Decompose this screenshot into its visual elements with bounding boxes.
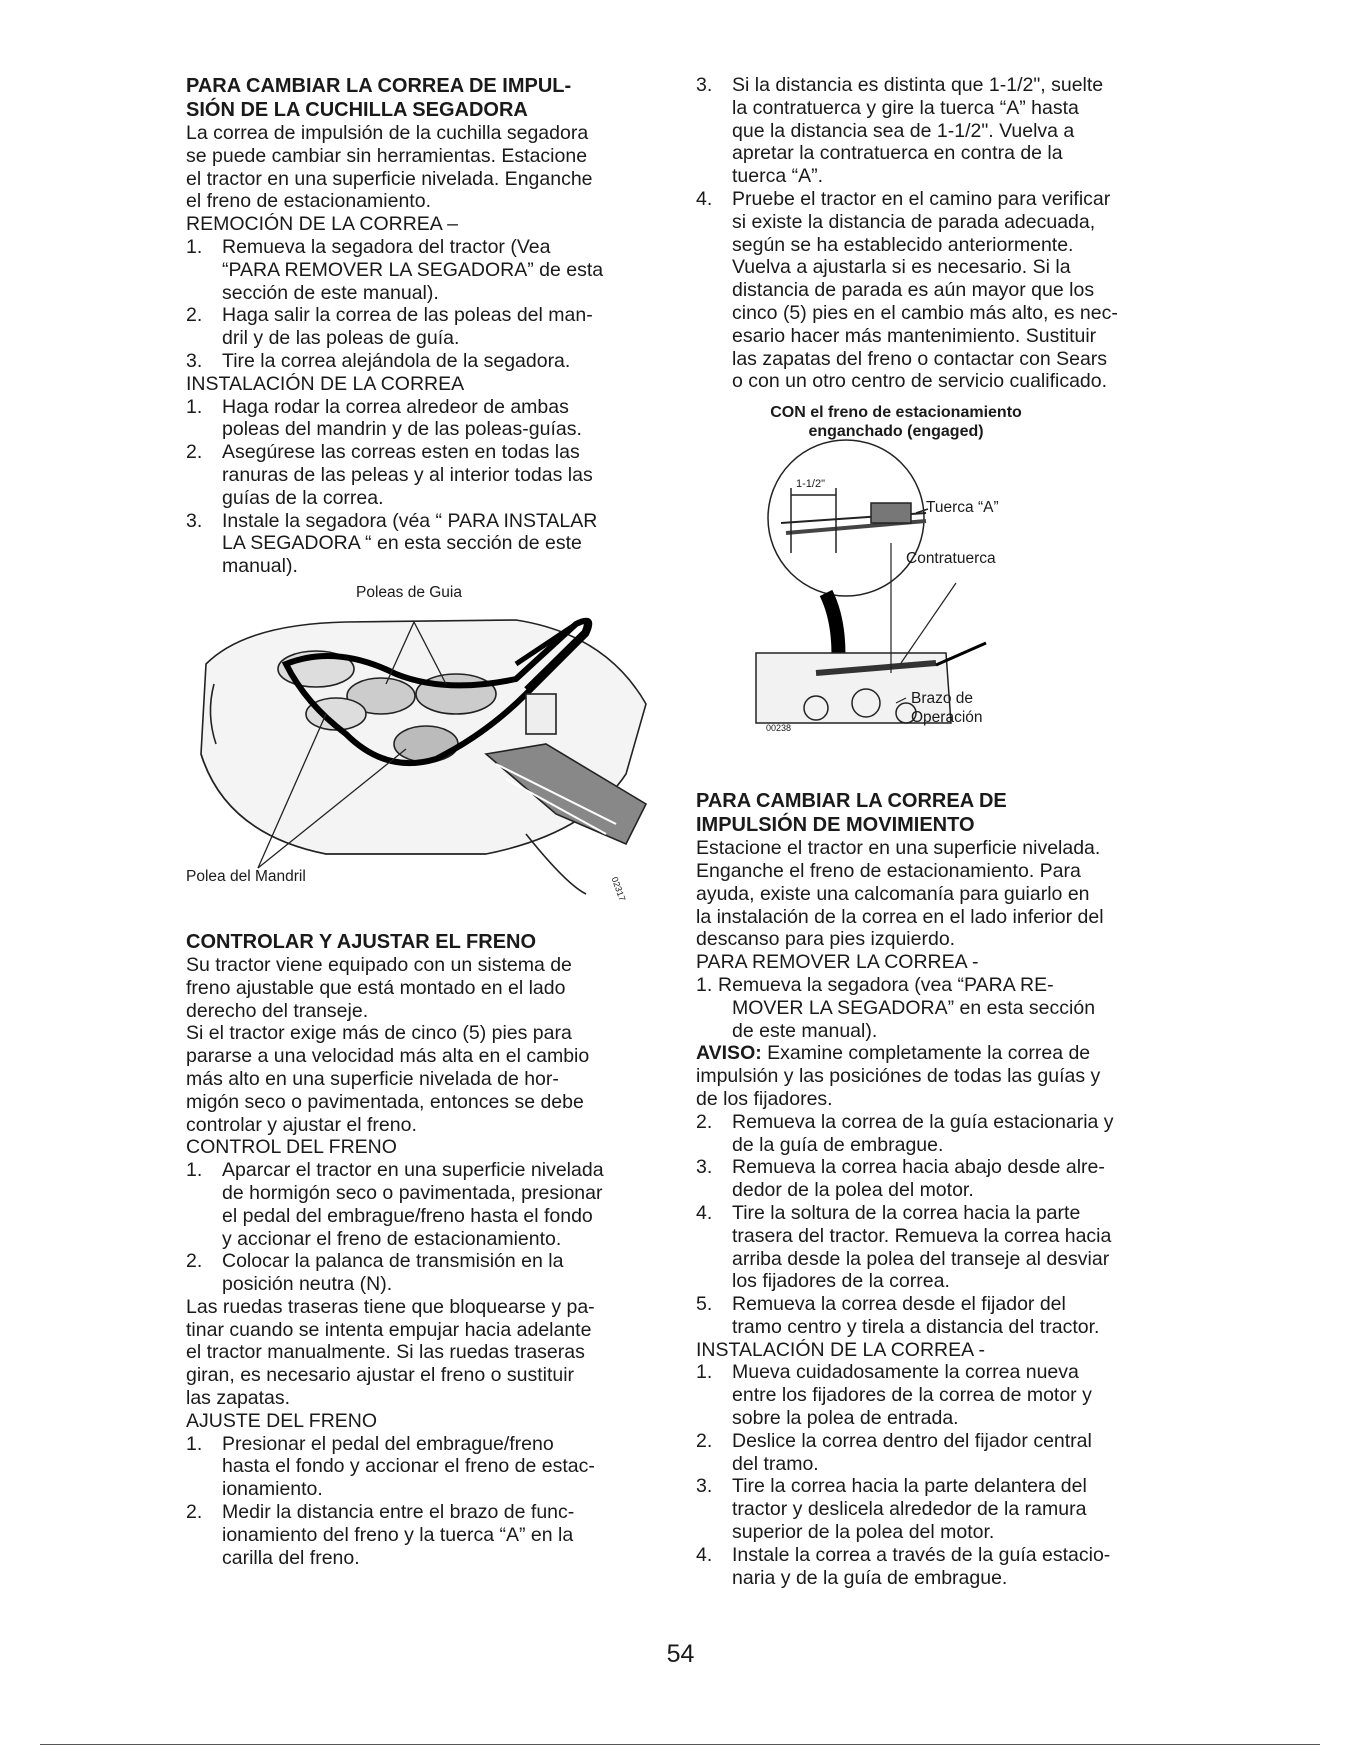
footer-rule [40,1744,1320,1745]
list-item: 3. Tire la correa hacia la parte delantera del tractor y deslicela alrededor de la ramura superior de la polea del motor. [696,1475,1087,1544]
list-item: 3. Instale la segadora (véa “ PARA INSTALAR LA SEGADORA “ en esta sección de este manual). [186,509,598,578]
list-item: 3. Remueva la correa hacia abajo desde alre- dedor de la polea del motor. [696,1156,1105,1202]
heading-blade-belt: PARA CAMBIAR LA CORREA DE IMPUL- SIÓN DE LA CUCHILLA SEGADORA [186,75,572,121]
install-heading: INSTALACIÓN DE LA CORREA [186,372,465,395]
list-item: 2. Medir la distancia entre el brazo de func- ionamiento del freno y la tuerca “A” en la carilla del freno. [186,1501,575,1569]
heading-motion-belt: PARA CAMBIAR LA CORREA DE IMPULSIÓN DE MOVIMIENTO [696,790,1007,837]
list-item: 5. Remueva la correa desde el fijador del tramo centro y tirela a distancia del tractor. [696,1293,1100,1338]
list-item: 2. Haga salir la correa de las poleas del man- dril y de las poleas de guía. [186,304,593,350]
left-column [186,74,666,1569]
list-item: 2. Deslice la correa dentro del fijador central del tramo. [696,1429,1092,1475]
fig2-label-nut: Tuerca “A” [926,499,999,517]
mower-deck-illustration [186,584,666,914]
fig1-label-top: Poleas de Guia [356,583,462,601]
list-item: 2. Colocar la palanca de transmisión en la posición neutra (N). [186,1250,564,1296]
removal-heading: REMOCIÓN DE LA CORREA – [186,213,458,236]
remove-heading: PARA REMOVER LA CORREA - [696,951,979,974]
list-item: 3. Tire la correa alejándola de la segadora. [186,349,571,372]
list-item: 1. Remueva la segadora (vea “PARA RE- MOVER LA SEGADORA” en esta sección de este manual). [696,973,1096,1042]
list-item: 4. Pruebe el tractor en el camino para verificar si existe la distancia de parada adecuada, según se ha establecido anteriormente. Vuelva a ajustarla si es necesario. Si la distancia de parada es aún mayor que los cinco (5) pies en el cambio más alto, es nec- esario hacer más mantenimiento. Sustituir las zapatas del freno o contactar con Sears o con un otro centro de servicio cualificado. [696,187,1118,393]
list-item: 2. Asegúrese las correas esten en todas las ranuras de las peleas y al interior todas las guías de la correa. [186,441,593,509]
heading-brake: CONTROLAR Y AJUSTAR EL FRENO [186,930,537,953]
list-item: 3. Si la distancia es distinta que 1-1/2", suelte la contratuerca y gire la tuerca “A” hasta que la distancia sea de 1-1/2". Vuelva a apretar la contratuerca en contra de la tuerca “A”. [696,74,1104,188]
aviso-label: AVISO: [696,1042,762,1065]
right-column [696,74,1181,1589]
fig2-code: 00238 [766,723,792,734]
list-item: 1. Aparcar el tractor en una superficie nivelada de hormigón seco o pavimentada, presionar el pedal del embrague/freno hasta el fondo y accionar el freno de estacionamiento. [186,1159,604,1250]
install-heading-motion: INSTALACIÓN DE LA CORREA - [696,1338,985,1361]
list-item: 2. Remueva la correa de la guía estacionaria y de la guía de embrague. [696,1110,1114,1156]
list-item: 1. Mueva cuidadosamente la correa nueva entre los fijadores de la correa de motor y sobre la polea de entrada. [696,1361,1092,1430]
adjust-heading: AJUSTE DEL FRENO [186,1409,378,1432]
intro-blade-belt: La correa de impulsión de la cuchilla segadora se puede cambiar sin herramientas. Estacione el tractor en una superficie nivelada. Enganche el freno de estacionamiento. [186,122,593,213]
brake-figure [696,403,1181,783]
fig1-code: 02317 [609,875,628,903]
fig2-label-arm: Brazo de Operación [911,690,983,727]
aviso-note: AVISO: Examine completamente la correa de impulsión y las posiciónes de todas las guías y de los fijadores. [696,1042,1101,1110]
brake-paragraph-1: Su tractor viene equipado con un sistema de freno ajustable que está montado en el lado derecho del transeje. [186,953,572,1022]
mower-deck-figure [186,584,666,914]
motion-intro: Estacione el tractor en una superficie nivelada. Enganche el freno de estacionamiento. Para ayuda, existe una calcomanía para guiarlo en la instalación de la correa en el lado inferior del descanso para pies izquierdo. [696,837,1104,951]
list-item: 1. Presionar el pedal del embrague/freno hasta el fondo y accionar el freno de estac- ionamiento. [186,1432,595,1501]
list-item: 4. Tire la soltura de la correa hacia la parte trasera del tractor. Remueva la correa hacia arriba desde la polea del transeje al desviar los fijadores de la correa. [696,1201,1112,1293]
wheels-paragraph: Las ruedas traseras tiene que bloquearse y pa- tinar cuando se intenta empujar hacia adelante el tractor manualmente. Si las ruedas traseras giran, es necesario ajustar el freno o sustituir las zapatas. [186,1295,595,1410]
fig1-label-bottom: Polea del Mandril [186,867,306,885]
list-item: 1. Remueva la segadora del tractor (Vea “PARA REMOVER LA SEGADORA” de esta sección de este manual). [186,235,604,304]
fig2-label-locknut: Contratuerca [906,550,996,568]
fig2-caption: CON el freno de estacionamiento enganchado (engaged) [770,404,1022,441]
control-heading: CONTROL DEL FRENO [186,1136,397,1159]
page-number: 54 [666,1640,695,1668]
fig2-dimension: 1-1/2" [796,478,825,491]
brake-paragraph-2: Si el tractor exige más de cinco (5) pies para pararse a una velocidad más alta en el cambio más alto en una superficie nivelada de hor- migón seco o pavimentada, entonces se debe controlar y ajustar el freno. [186,1022,590,1136]
list-item: 1. Haga rodar la correa alredeor de ambas poleas del mandrin y de las poleas-guías. [186,395,582,441]
list-item: 4. Instale la correa a través de la guía estacio- naria y de la guía de embrague. [696,1543,1111,1589]
